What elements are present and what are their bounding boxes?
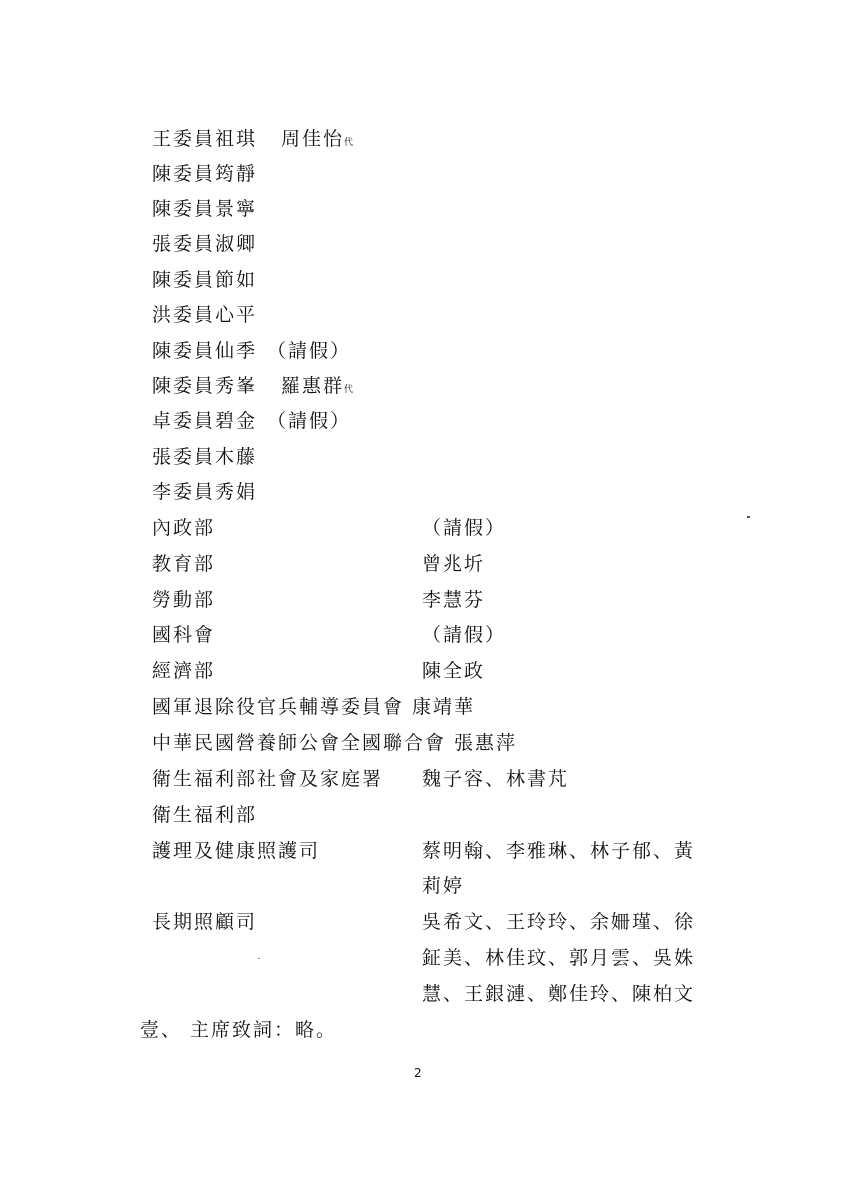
member-row	[152, 231, 257, 257]
agency-attendee: 陳全政	[422, 660, 486, 682]
agency-attendee: （請假）	[422, 517, 507, 539]
division-attendees: 莉婷	[422, 875, 465, 897]
member-row	[152, 373, 353, 403]
member-row	[152, 161, 257, 187]
member-row	[152, 126, 353, 156]
division-name: 長期照顧司	[152, 911, 258, 933]
member-name: 王委員祖琪	[152, 128, 258, 150]
agency-row-inline: 國軍退除役官兵輔導委員會 康靖華	[152, 696, 476, 718]
member-name: 洪委員心平	[152, 304, 258, 326]
member-row	[152, 444, 257, 470]
agency-name: 衛生福利部社會及家庭署	[152, 768, 384, 790]
member-name: 陳委員節如	[152, 269, 258, 291]
division-attendees: 蔡明翰、李雅琳、林子郁、黃	[422, 840, 696, 862]
proxy-mark: 代	[344, 138, 354, 148]
agency-name: 教育部	[152, 553, 216, 575]
division-attendees: 吳希文、王玲玲、余姍瑾、徐	[422, 911, 696, 933]
member-row	[152, 196, 257, 222]
member-row	[152, 302, 257, 328]
proxy-mark: 代	[344, 385, 354, 395]
agency-attendee: （請假）	[422, 624, 507, 646]
scan-speck	[258, 958, 260, 959]
member-name: 張委員淑卿	[152, 233, 258, 255]
scan-speck	[747, 516, 750, 518]
section-heading: 壹、 主席致詞：略。	[140, 1019, 338, 1041]
member-name: 陳委員仙季	[152, 340, 258, 362]
agency-name: 經濟部	[152, 660, 216, 682]
member-row	[152, 267, 257, 293]
agency-attendee: 魏子容、林書芃	[422, 768, 570, 790]
agency-name: 勞動部	[152, 589, 216, 611]
page-number: 2	[414, 1066, 422, 1080]
member-note: （請假）	[267, 410, 352, 432]
agency-attendee: 曾兆圻	[422, 553, 486, 575]
agency-name: 衛生福利部	[152, 804, 258, 826]
member-name: 陳委員秀峯	[152, 375, 258, 397]
agency-row-inline: 中華民國營養師公會全國聯合會 張惠萍	[152, 732, 518, 754]
agency-name: 內政部	[152, 517, 216, 539]
member-name: 陳委員景寧	[152, 198, 258, 220]
member-proxy: 周佳怡	[281, 128, 345, 150]
member-proxy: 羅惠群	[281, 375, 345, 397]
agency-attendee: 李慧芬	[422, 589, 486, 611]
division-attendees: 慧、王銀漣、鄭佳玲、陳柏文	[422, 983, 696, 1005]
member-row	[152, 338, 351, 364]
member-name: 卓委員碧金	[152, 410, 258, 432]
member-row	[152, 479, 257, 505]
division-name: 護理及健康照護司	[152, 840, 321, 862]
member-name: 張委員木藤	[152, 446, 258, 468]
agency-name: 國科會	[152, 624, 216, 646]
division-attendees: 鉦美、林佳玟、郭月雲、吳姝	[422, 947, 696, 969]
member-name: 陳委員筠靜	[152, 163, 258, 185]
member-row	[152, 408, 351, 434]
member-note: （請假）	[267, 340, 352, 362]
member-name: 李委員秀娟	[152, 481, 258, 503]
